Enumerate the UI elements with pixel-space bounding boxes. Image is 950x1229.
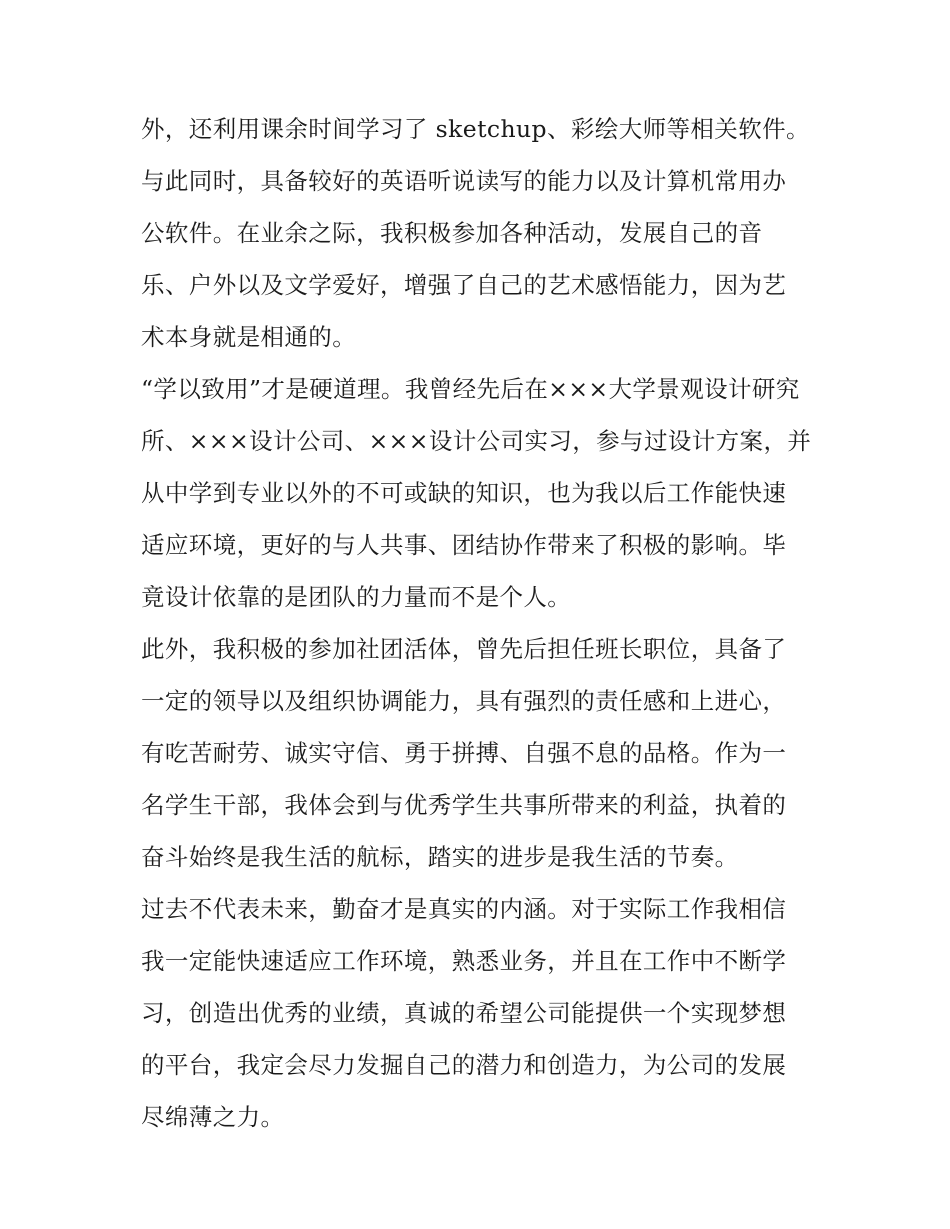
text-line: “学以致用”才是硬道理。我曾经先后在×××大学景观设计研究 [141, 375, 800, 403]
text-line: 有吃苦耐劳、诚实守信、勇于拼搏、自强不息的品格。作为一 [141, 739, 787, 767]
text-line: 所、×××设计公司、×××设计公司实习，参与过设计方案，并 [141, 427, 812, 455]
text-line: 适应环境，更好的与人共事、团结协作带来了积极的影响。毕 [141, 531, 787, 559]
paragraph-internships [141, 363, 813, 623]
text-line: 与此同时，具备较好的英语听说读写的能力以及计算机常用办 [141, 167, 787, 195]
text-line: 乐、户外以及文学爱好，增强了自己的艺术感悟能力，因为艺 [141, 271, 787, 299]
text-line: 从中学到专业以外的不可或缺的知识，也为我以后工作能快速 [141, 479, 787, 507]
text-line: 公软件。在业余之际，我积极参加各种活动，发展自己的音 [141, 219, 763, 247]
text-line: 的平台，我定会尽力发掘自己的潜力和创造力，为公司的发展 [141, 1051, 787, 1079]
paragraph-leadership [141, 623, 813, 883]
paragraph-skills [141, 103, 813, 363]
text-line: 外，还利用课余时间学习了 sketchup、彩绘大师等相关软件。 [141, 115, 810, 143]
text-line: 此外，我积极的参加社团活体，曾先后担任班长职位，具备了 [141, 635, 787, 663]
text-line: 过去不代表未来，勤奋才是真实的内涵。对于实际工作我相信 [141, 895, 787, 923]
text-line: 我一定能快速适应工作环境，熟悉业务，并且在工作中不断学 [141, 947, 787, 975]
paragraph-closing [141, 883, 813, 1143]
text-line: 术本身就是相通的。 [141, 323, 357, 351]
document-body [141, 103, 813, 1143]
text-line: 奋斗始终是我生活的航标，踏实的进步是我生活的节奏。 [141, 843, 739, 871]
text-line: 习，创造出优秀的业绩，真诚的希望公司能提供一个实现梦想 [141, 999, 787, 1027]
text-line: 尽绵薄之力。 [141, 1103, 285, 1131]
text-line: 一定的领导以及组织协调能力，具有强烈的责任感和上进心， [141, 687, 787, 715]
text-line: 竟设计依靠的是团队的力量而不是个人。 [141, 583, 572, 611]
text-line: 名学生干部，我体会到与优秀学生共事所带来的利益，执着的 [141, 791, 787, 819]
